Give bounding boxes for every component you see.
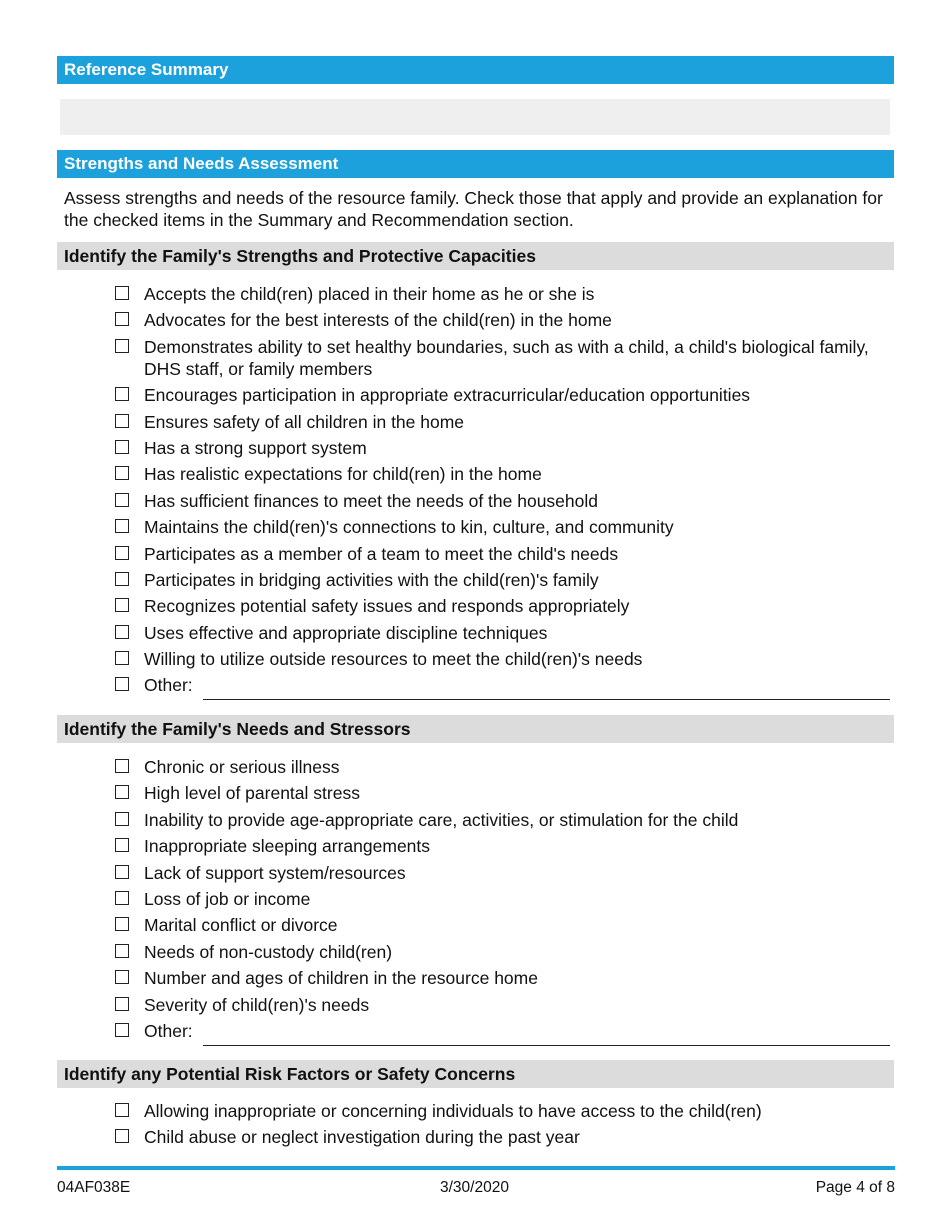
strengths-checklist (115, 283, 890, 705)
item-label: Ensures safety of all children in the home (144, 411, 465, 432)
checkbox[interactable] (115, 1129, 129, 1143)
item-label: Participates in bridging activities with the child(ren)'s family (144, 569, 599, 590)
list-item (115, 782, 890, 804)
page-number: Page 4 of 8 (815, 1179, 895, 1196)
item-label: Inappropriate sleeping arrangements (144, 836, 431, 857)
checkbox[interactable] (115, 970, 129, 984)
form-id: 04AF038E (57, 1179, 131, 1196)
checkbox[interactable] (115, 493, 129, 507)
list-item (115, 437, 890, 459)
checkbox[interactable] (115, 1023, 129, 1037)
list-item (115, 1126, 890, 1148)
list-item (115, 756, 890, 778)
list-item (115, 648, 890, 670)
checkbox[interactable] (115, 387, 129, 401)
list-item (115, 543, 890, 565)
list-item (115, 309, 890, 331)
checkbox[interactable] (115, 339, 129, 353)
item-label: Advocates for the best interests of the child(ren) in the home (144, 310, 612, 331)
list-item (115, 622, 890, 644)
item-label: Lack of support system/resources (144, 862, 406, 883)
checkbox[interactable] (115, 651, 129, 665)
list-item (115, 888, 890, 910)
checkbox[interactable] (115, 1103, 129, 1117)
list-item (115, 490, 890, 512)
list-item-other (115, 1020, 890, 1046)
checkbox[interactable] (115, 286, 129, 300)
checkbox[interactable] (115, 598, 129, 612)
item-label: Marital conflict or divorce (144, 915, 338, 936)
item-label: Inability to provide age-appropriate care, activities, or stimulation for the child (144, 809, 739, 830)
list-item (115, 1100, 890, 1122)
reference-summary-field[interactable] (60, 99, 890, 135)
item-label: Has a strong support system (144, 437, 367, 458)
item-label: Loss of job or income (144, 888, 311, 909)
checkbox[interactable] (115, 891, 129, 905)
item-label: Maintains the child(ren)'s connections to kin, culture, and community (144, 517, 674, 538)
item-label: Willing to utilize outside resources to meet the child(ren)'s needs (144, 649, 643, 670)
list-item (115, 914, 890, 936)
list-item (115, 336, 890, 380)
list-item (115, 411, 890, 433)
checkbox[interactable] (115, 865, 129, 879)
reference-summary-header: Reference Summary (57, 56, 894, 84)
item-label: Recognizes potential safety issues and responds appropriately (144, 596, 630, 617)
checkbox[interactable] (115, 572, 129, 586)
item-label: High level of parental stress (144, 783, 360, 804)
item-label: Severity of child(ren)'s needs (144, 994, 370, 1015)
checkbox[interactable] (115, 414, 129, 428)
list-item (115, 862, 890, 884)
other-input-line[interactable] (203, 686, 890, 700)
checkbox[interactable] (115, 812, 129, 826)
item-label: Accepts the child(ren) placed in their home as he or she is (144, 284, 595, 304)
item-label: Participates as a member of a team to meet the child's needs (144, 543, 619, 564)
checkbox[interactable] (115, 466, 129, 480)
checkbox[interactable] (115, 677, 129, 691)
item-label: Has sufficient finances to meet the needs of the household (144, 490, 599, 511)
other-input-line[interactable] (203, 1032, 890, 1046)
assessment-instructions: Assess strengths and needs of the resource family. Check those that apply and provide an explanation for the checked items in the Summary and Recommendation section. (64, 188, 883, 230)
list-item (115, 941, 890, 963)
form-date: 3/30/2020 (440, 1179, 509, 1196)
checkbox[interactable] (115, 759, 129, 773)
strengths-needs-header: Strengths and Needs Assessment (57, 150, 894, 178)
item-label: Number and ages of children in the resource home (144, 968, 538, 989)
checkbox[interactable] (115, 625, 129, 639)
item-label: Allowing inappropriate or concerning individuals to have access to the child(ren) (144, 1101, 762, 1121)
needs-subheader: Identify the Family's Needs and Stressors (57, 715, 894, 743)
checkbox[interactable] (115, 838, 129, 852)
footer-divider (57, 1166, 895, 1170)
item-label: Has realistic expectations for child(ren) in the home (144, 464, 542, 485)
list-item (115, 569, 890, 591)
item-label: Demonstrates ability to set healthy boundaries, such as with a child, a child's biological family, DHS staff, or family members (144, 336, 869, 379)
list-item (115, 516, 890, 538)
other-label: Other: (144, 1020, 193, 1041)
checkbox[interactable] (115, 785, 129, 799)
item-label: Child abuse or neglect investigation during the past year (144, 1127, 580, 1148)
checkbox[interactable] (115, 546, 129, 560)
checkbox[interactable] (115, 917, 129, 931)
item-label: Encourages participation in appropriate extracurricular/education opportunities (144, 385, 751, 406)
checkbox[interactable] (115, 312, 129, 326)
strengths-subheader: Identify the Family's Strengths and Protective Capacities (57, 242, 894, 270)
list-item (115, 384, 890, 406)
checkbox[interactable] (115, 997, 129, 1011)
item-label: Needs of non-custody child(ren) (144, 941, 393, 962)
checkbox[interactable] (115, 519, 129, 533)
item-label: Uses effective and appropriate discipline techniques (144, 622, 548, 643)
list-item (115, 463, 890, 485)
list-item-other (115, 674, 890, 700)
risks-subheader: Identify any Potential Risk Factors or Safety Concerns (57, 1060, 894, 1088)
needs-checklist (115, 756, 890, 1050)
checkbox[interactable] (115, 944, 129, 958)
list-item (115, 595, 890, 617)
item-label: Chronic or serious illness (144, 757, 340, 777)
list-item (115, 967, 890, 989)
risks-checklist (115, 1100, 890, 1153)
list-item (115, 283, 890, 305)
other-label: Other: (144, 675, 193, 696)
list-item (115, 809, 890, 831)
list-item (115, 994, 890, 1016)
checkbox[interactable] (115, 440, 129, 454)
list-item (115, 835, 890, 857)
